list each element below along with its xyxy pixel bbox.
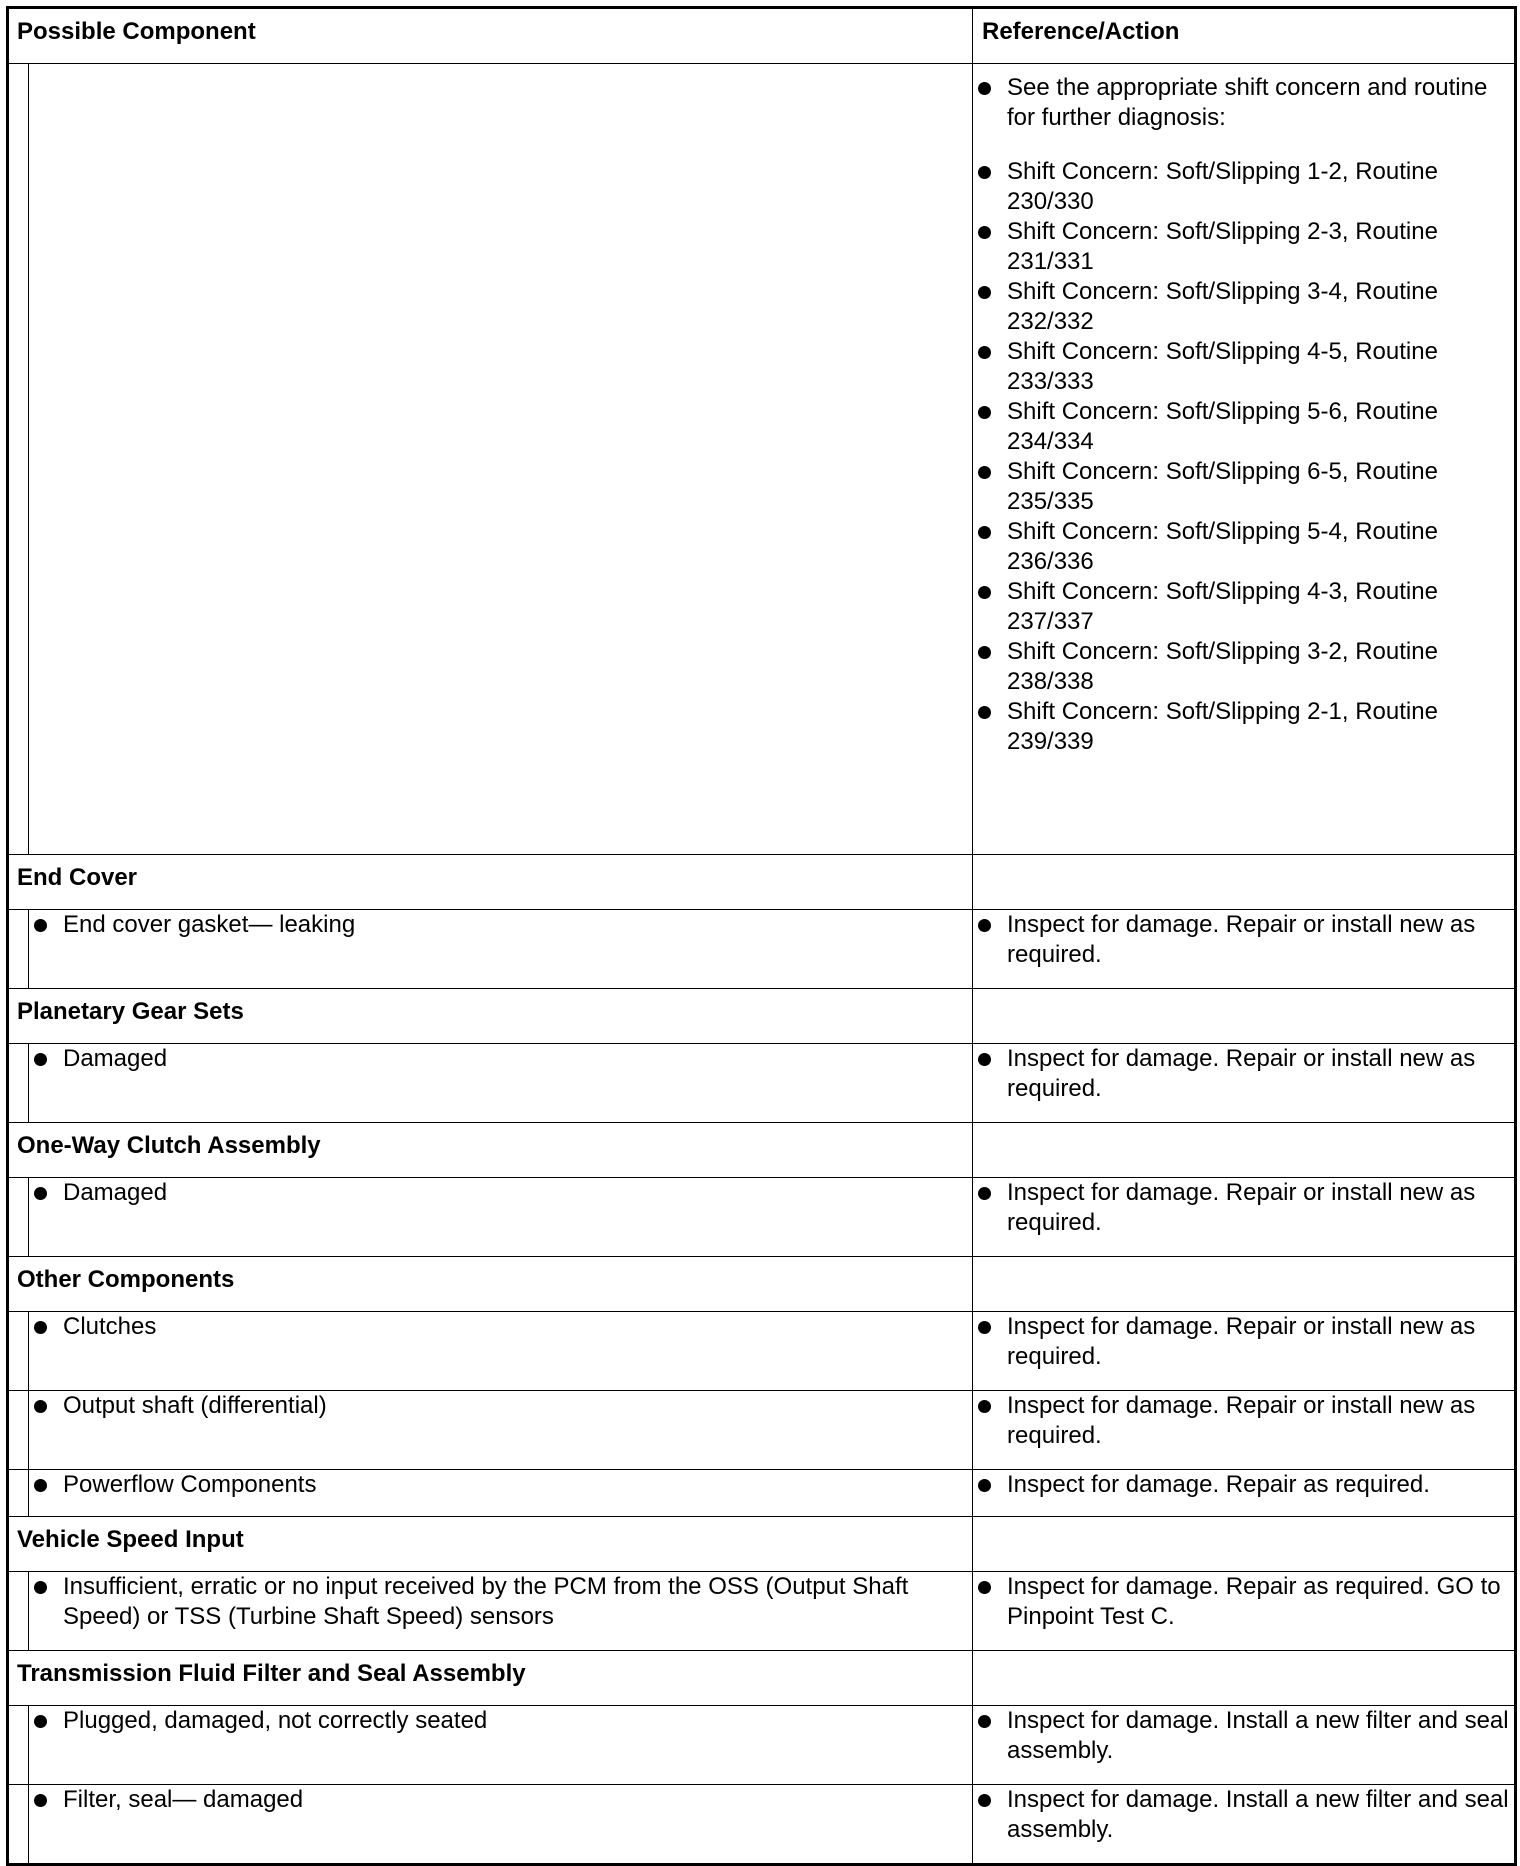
section-empty-cell bbox=[973, 1651, 1516, 1706]
table-row bbox=[8, 1312, 1516, 1391]
bullet-icon bbox=[973, 1312, 1007, 1334]
section-title: Other Components bbox=[8, 1257, 973, 1312]
bullet-icon bbox=[973, 157, 1007, 179]
table-row bbox=[8, 1178, 1516, 1257]
table-row bbox=[8, 1706, 1516, 1785]
action-cell: Inspect for damage. Repair or install new as required. bbox=[973, 1178, 1516, 1257]
list-item: Shift Concern: Soft/Slipping 4-5, Routine 233/333 bbox=[973, 337, 1514, 397]
row-gutter bbox=[8, 1178, 29, 1257]
action-cell: Inspect for damage. Repair or install new as required. bbox=[973, 1391, 1516, 1470]
list-item: Shift Concern: Soft/Slipping 2-1, Routine 239/339 bbox=[973, 697, 1514, 757]
bullet-icon bbox=[29, 910, 63, 932]
component-cell: Damaged bbox=[29, 1178, 973, 1257]
bullet-icon bbox=[973, 1178, 1007, 1200]
section-empty-cell bbox=[973, 855, 1516, 910]
table-row bbox=[8, 1785, 1516, 1865]
bullet-icon bbox=[973, 910, 1007, 932]
row-gutter bbox=[8, 1470, 29, 1517]
action-cell bbox=[973, 64, 1516, 855]
row-gutter bbox=[8, 1391, 29, 1470]
section-header-row bbox=[8, 1517, 1516, 1572]
bullet-icon bbox=[29, 1572, 63, 1594]
section-header-row bbox=[8, 1123, 1516, 1178]
section-title: End Cover bbox=[8, 855, 973, 910]
action-cell: Inspect for damage. Repair or install new as required. bbox=[973, 910, 1516, 989]
row-gutter bbox=[8, 1572, 29, 1651]
list-item: Shift Concern: Soft/Slipping 2-3, Routine 231/331 bbox=[973, 217, 1514, 277]
bullet-icon bbox=[973, 1470, 1007, 1492]
section-title: Planetary Gear Sets bbox=[8, 989, 973, 1044]
bullet-icon bbox=[973, 73, 1007, 95]
component-cell: Powerflow Components bbox=[29, 1470, 973, 1517]
bullet-icon bbox=[973, 1785, 1007, 1807]
action-cell: Inspect for damage. Repair as required. GO to Pinpoint Test C. bbox=[973, 1572, 1516, 1651]
header-reference-action: Reference/Action bbox=[973, 8, 1516, 64]
bullet-icon bbox=[973, 457, 1007, 479]
section-title: Transmission Fluid Filter and Seal Assembly bbox=[8, 1651, 973, 1706]
row-gutter bbox=[8, 1044, 29, 1123]
list-item: Shift Concern: Soft/Slipping 3-2, Routine 238/338 bbox=[973, 637, 1514, 697]
bullet-icon bbox=[29, 1391, 63, 1413]
component-cell: Filter, seal— damaged bbox=[29, 1785, 973, 1865]
section-title: One-Way Clutch Assembly bbox=[8, 1123, 973, 1178]
action-cell: Inspect for damage. Repair as required. bbox=[973, 1470, 1516, 1517]
component-cell bbox=[29, 64, 973, 855]
bullet-icon bbox=[29, 1785, 63, 1807]
list-item: Shift Concern: Soft/Slipping 4-3, Routine 237/337 bbox=[973, 577, 1514, 637]
action-cell: Inspect for damage. Repair or install new as required. bbox=[973, 1044, 1516, 1123]
section-empty-cell bbox=[973, 1257, 1516, 1312]
action-cell: Inspect for damage. Install a new filter and seal assembly. bbox=[973, 1785, 1516, 1865]
bullet-icon bbox=[973, 1044, 1007, 1066]
list-item: Shift Concern: Soft/Slipping 5-4, Routine 236/336 bbox=[973, 517, 1514, 577]
component-cell: Damaged bbox=[29, 1044, 973, 1123]
table-header-row bbox=[8, 8, 1516, 64]
bullet-icon bbox=[973, 517, 1007, 539]
row-gutter bbox=[8, 1312, 29, 1391]
bullet-icon bbox=[973, 1572, 1007, 1594]
bullet-icon bbox=[973, 637, 1007, 659]
action-cell: Inspect for damage. Repair or install new as required. bbox=[973, 1312, 1516, 1391]
row-gutter bbox=[8, 1785, 29, 1865]
bullet-icon bbox=[973, 577, 1007, 599]
list-item: Shift Concern: Soft/Slipping 1-2, Routine 230/330 bbox=[973, 157, 1514, 217]
header-possible-component: Possible Component bbox=[8, 8, 973, 64]
component-cell: Insufficient, erratic or no input received by the PCM from the OSS (Output Shaft Speed) or TSS (Turbine Shaft Speed) sensors bbox=[29, 1572, 973, 1651]
bullet-icon bbox=[973, 217, 1007, 239]
bullet-icon bbox=[973, 1391, 1007, 1413]
row-gutter bbox=[8, 910, 29, 989]
table-row bbox=[8, 1572, 1516, 1651]
bullet-icon bbox=[973, 697, 1007, 719]
table-row bbox=[8, 1470, 1516, 1517]
list-item: Shift Concern: Soft/Slipping 3-4, Routine 232/332 bbox=[973, 277, 1514, 337]
bullet-icon bbox=[973, 337, 1007, 359]
bullet-icon bbox=[29, 1044, 63, 1066]
section-empty-cell bbox=[973, 1123, 1516, 1178]
bullet-icon bbox=[29, 1470, 63, 1492]
list-item: Shift Concern: Soft/Slipping 6-5, Routine 235/335 bbox=[973, 457, 1514, 517]
row-gutter bbox=[8, 1706, 29, 1785]
section-header-row bbox=[8, 855, 1516, 910]
list-item: Shift Concern: Soft/Slipping 5-6, Routine 234/334 bbox=[973, 397, 1514, 457]
section-empty-cell bbox=[973, 989, 1516, 1044]
section-header-row bbox=[8, 1257, 1516, 1312]
table-row bbox=[8, 64, 1516, 855]
row-gutter bbox=[8, 64, 29, 855]
component-cell: Plugged, damaged, not correctly seated bbox=[29, 1706, 973, 1785]
component-cell: Output shaft (differential) bbox=[29, 1391, 973, 1470]
list-item: See the appropriate shift concern and routine for further diagnosis: bbox=[973, 73, 1514, 133]
component-cell: Clutches bbox=[29, 1312, 973, 1391]
component-cell: End cover gasket— leaking bbox=[29, 910, 973, 989]
bullet-icon bbox=[29, 1706, 63, 1728]
table-row bbox=[8, 910, 1516, 989]
table-row bbox=[8, 1044, 1516, 1123]
bullet-icon bbox=[29, 1178, 63, 1200]
bullet-icon bbox=[973, 277, 1007, 299]
section-empty-cell bbox=[973, 1517, 1516, 1572]
bullet-icon bbox=[973, 397, 1007, 419]
diagnosis-table bbox=[6, 6, 1517, 1866]
bullet-icon bbox=[29, 1312, 63, 1334]
table-row bbox=[8, 1391, 1516, 1470]
section-header-row bbox=[8, 1651, 1516, 1706]
section-title: Vehicle Speed Input bbox=[8, 1517, 973, 1572]
section-header-row bbox=[8, 989, 1516, 1044]
action-cell: Inspect for damage. Install a new filter and seal assembly. bbox=[973, 1706, 1516, 1785]
bullet-icon bbox=[973, 1706, 1007, 1728]
